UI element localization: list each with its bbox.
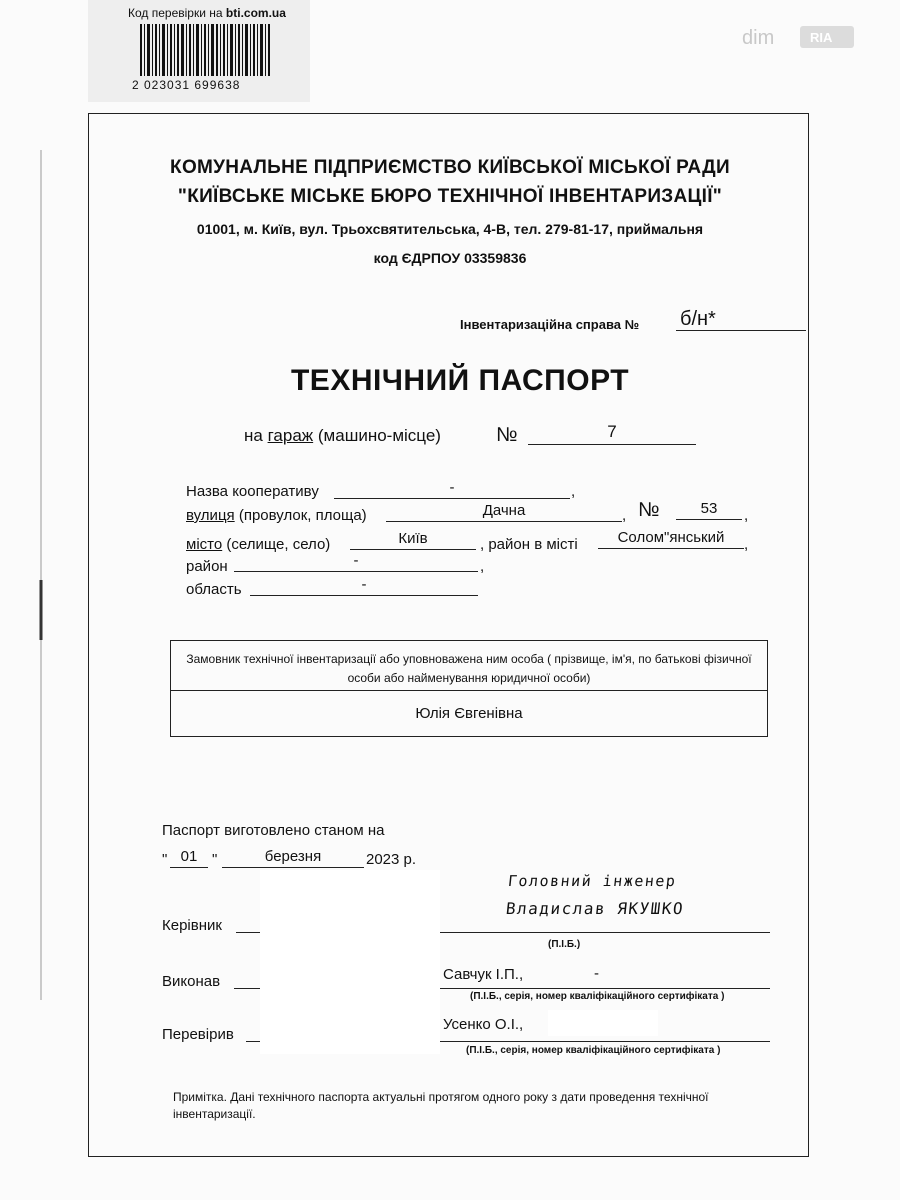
watermark-sub: RIA <box>810 30 833 45</box>
city-district-label-text: район в місті <box>488 536 578 553</box>
house-number-sign: № <box>638 499 660 521</box>
region-value: - <box>250 576 478 596</box>
checked-name: Усенко О.І., <box>443 1016 524 1033</box>
district-value: - <box>234 552 478 572</box>
coop-value: - <box>334 479 570 499</box>
redaction-block <box>260 870 440 1054</box>
head-label: Керівник <box>162 917 222 934</box>
street-value: Дачна <box>386 502 622 522</box>
executed-name: Савчук І.П., <box>443 966 524 983</box>
org-edrpou: код ЄДРПОУ 03359836 <box>373 250 527 266</box>
dim-ria-watermark <box>740 22 860 52</box>
street-label <box>186 507 367 524</box>
city-district-value: Солом"янський <box>598 529 744 549</box>
barcode-site: bti.com.ua <box>225 6 286 20</box>
org-address: 01001, м. Київ, вул. Трьохсвятительська, 4-В, тел. 279-81-17, приймальня <box>196 221 704 237</box>
watermark-brand: dim <box>742 27 775 49</box>
comma: , <box>480 558 485 575</box>
passport-date-label: Паспорт виготовлено станом на <box>162 822 385 839</box>
org-name-line2: "КИЇВСЬКЕ МІСЬКЕ БЮРО ТЕХНІЧНОЇ ІНВЕНТАРИЗАЦІЇ" <box>177 186 723 207</box>
document-title: ТЕХНІЧНИЙ ПАСПОРТ <box>290 364 630 397</box>
barcode-number: 2 023031 699638 <box>132 78 241 92</box>
object-number: 7 <box>528 422 696 445</box>
passport-day: 01 <box>170 848 208 868</box>
org-name-line1: КОМУНАЛЬНЕ ПІДПРИЄМСТВО КИЇВСЬКОЇ МІСЬКОЇ РАДИ <box>170 157 730 178</box>
object-type-underlined: гараж <box>267 426 314 445</box>
quote-close: " <box>212 851 218 868</box>
object-number-sign: № <box>496 424 518 446</box>
executed-dash: - <box>594 965 599 982</box>
comma: , <box>744 536 749 553</box>
customer-name: Юлія Євгенівна <box>415 705 523 722</box>
binding-edge <box>36 150 46 1000</box>
house-number: 53 <box>676 500 742 520</box>
object-prefix: на <box>244 426 263 445</box>
city-value: Київ <box>350 530 476 550</box>
city-label-underlined: місто <box>186 536 223 553</box>
comma: , <box>622 507 627 524</box>
city-label <box>186 536 330 553</box>
executed-cert-caption: (П.І.Б., серія, номер кваліфікаційного сертифіката ) <box>470 991 725 1002</box>
inventory-number: б/н* <box>676 308 806 331</box>
street-label-underlined: вулиця <box>186 507 235 524</box>
region-label: область <box>186 581 242 598</box>
head-pib-caption: (П.І.Б.) <box>548 939 581 950</box>
redaction-block <box>548 1010 658 1036</box>
object-type <box>244 426 441 446</box>
passport-month: березня <box>222 848 364 868</box>
barcode-graphic <box>140 24 270 76</box>
comma: , <box>571 483 576 500</box>
head-stamp-name: Владислав ЯКУШКО <box>505 899 686 918</box>
coop-label: Назва кооперативу <box>186 483 319 500</box>
inventory-label: Інвентаризаційна справа № <box>460 317 640 332</box>
passport-year: 2023 р. <box>366 851 417 868</box>
executed-label: Виконав <box>162 973 221 990</box>
head-stamp-position: Головний інженер <box>507 872 678 890</box>
city-label-rest: (селище, село) <box>226 536 331 553</box>
barcode-caption <box>128 6 286 20</box>
quote-open: " <box>162 851 168 868</box>
city-district-label: , район в місті <box>480 536 578 553</box>
validity-note: Примітка. Дані технічного паспорта актуальні протягом одного року з дати проведення технічної інвентаризації. <box>173 1090 709 1121</box>
barcode-check-label: Код перевірки на <box>128 6 223 20</box>
checked-cert-caption: (П.І.Б., серія, номер кваліфікаційного сертифіката ) <box>466 1045 721 1056</box>
checked-label: Перевірив <box>162 1026 234 1043</box>
street-label-rest: (провулок, площа) <box>238 507 367 524</box>
customer-box-divider <box>170 690 768 691</box>
comma: , <box>744 507 749 524</box>
district-label: район <box>186 558 228 575</box>
customer-box-header: Замовник технічної інвентаризації або уповноважена ним особа ( прізвище, ім'я, по батькові фізичної особи або найменування юридичної особи) <box>186 652 752 685</box>
object-type-rest: (машино-місце) <box>317 426 441 445</box>
